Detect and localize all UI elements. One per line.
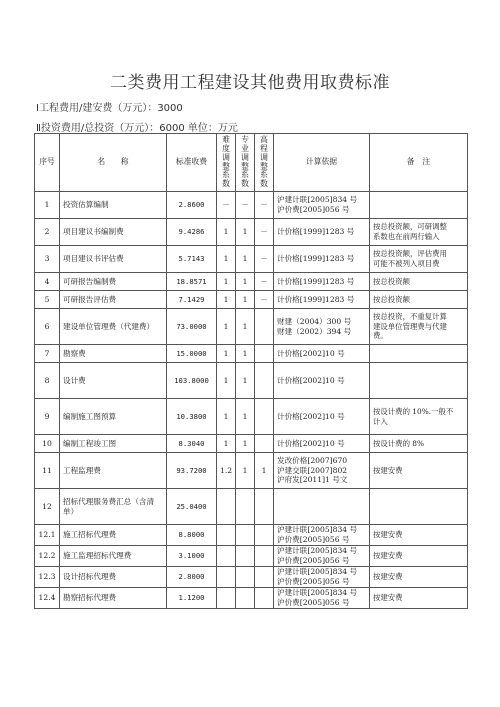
row-seq: 10 [35, 435, 60, 453]
row-seq: 1 [35, 192, 60, 219]
row-basis-line: 计价格[2002]10 号 [277, 348, 345, 358]
table-row [35, 435, 468, 453]
row-difficulty-coef: 1 [217, 399, 236, 435]
row-basis [274, 546, 370, 567]
row-remarks [370, 345, 468, 363]
row-specialty-coef: 1 [236, 453, 255, 489]
header-basis: 计算依据 [274, 134, 370, 192]
header-difficulty-char: 难 [222, 134, 230, 144]
row-name: 勘察费 [60, 345, 167, 363]
row-name: 项目建议书编制费 [60, 219, 167, 246]
row-altitude-coef: － [255, 273, 274, 291]
row-fee: 7.1429 [167, 291, 217, 309]
header-difficulty-char: 整 [222, 161, 230, 171]
row-seq: 12.1 [35, 525, 60, 546]
row-specialty-coef: 1 [236, 291, 255, 309]
row-seq: 9 [35, 399, 60, 435]
row-name: 工程监理费 [60, 453, 167, 489]
header-specialty-char: 专 [241, 134, 249, 144]
header-altitude-char: 数 [260, 179, 268, 189]
row-difficulty-coef: 1.2 [217, 453, 236, 489]
header-specialty-char: 系 [241, 170, 249, 180]
row-specialty-coef: 1 [236, 219, 255, 246]
row-remarks-line: 按建安费 [373, 572, 403, 582]
row-basis [274, 219, 370, 246]
table-row [35, 453, 468, 489]
row-fee: 18.8571 [167, 273, 217, 291]
row-remarks-line: 费。 [373, 331, 388, 341]
row-remarks [370, 546, 468, 567]
header-difficulty-char: 度 [222, 143, 230, 153]
table-row [35, 489, 468, 525]
row-remarks [370, 273, 468, 291]
row-remarks [370, 489, 468, 525]
row-basis-line: 沪价费[2005]056 号 [277, 205, 350, 214]
row-specialty-coef: 1 [236, 309, 255, 345]
row-basis-line: 沪价费[2005]056 号 [277, 598, 350, 607]
row-basis-line: 沪建计联[2005]834 号 [277, 525, 358, 535]
row-difficulty-coef: 1 [217, 345, 236, 363]
row-seq: 11 [35, 453, 60, 489]
page-title: 二类费用工程建设其他费用取费标准 [110, 73, 390, 93]
row-specialty-coef: 1 [236, 399, 255, 435]
row-basis-line: 沪建计联[2005]834 号 [277, 546, 358, 556]
row-remarks-line: 按总投资额，可研调整 [373, 222, 447, 232]
row-basis-line: 沪建计联[2005]834 号 [277, 567, 358, 577]
table-row [35, 309, 468, 345]
row-specialty-coef: 1 [236, 345, 255, 363]
row-basis-line: 计价格[2002]10 号 [277, 411, 345, 421]
row-difficulty-coef: 1 [217, 273, 236, 291]
row-altitude-coef [255, 363, 274, 399]
row-name: 设计招标代理费 [60, 567, 167, 588]
row-seq: 4 [35, 273, 60, 291]
header-altitude [255, 134, 274, 192]
row-remarks-line: 按总投资，不重复计算 [373, 312, 447, 322]
row-name: 编制工程竣工图 [60, 435, 167, 453]
row-basis [274, 273, 370, 291]
row-altitude-coef [255, 309, 274, 345]
row-difficulty-coef [217, 489, 236, 525]
row-basis [274, 192, 370, 219]
table-row [35, 345, 468, 363]
row-remarks-line: 按总投资额，评估费用 [373, 249, 447, 259]
row-name: 可研报告编制费 [60, 273, 167, 291]
row-fee: 5.7143 [167, 246, 217, 273]
row-difficulty-coef: 1 [217, 363, 236, 399]
row-basis [274, 435, 370, 453]
row-remarks-line: 按设计费的 10%.一般不 [373, 406, 454, 416]
row-seq: 2 [35, 219, 60, 246]
header-specialty-char: 整 [241, 161, 249, 171]
row-specialty-coef: － [236, 192, 255, 219]
row-basis-line: 沪价费[2005]056 号 [277, 556, 350, 565]
row-basis [274, 345, 370, 363]
row-basis [274, 291, 370, 309]
row-difficulty-coef: 1 [217, 246, 236, 273]
total-investment-line: Ⅱ投资费用/总投资（万元）：6000 单位：万元 [36, 123, 238, 134]
row-specialty-coef: 1 [236, 435, 255, 453]
row-remarks [370, 246, 468, 273]
row-specialty-coef [236, 567, 255, 588]
header-altitude-char: 程 [260, 143, 268, 153]
row-fee: 2.8000 [167, 567, 217, 588]
row-remarks-line: 按建安费 [373, 530, 403, 540]
row-basis [274, 399, 370, 435]
row-specialty-coef: 1 [236, 246, 255, 273]
row-basis-line: 沪建交联[2007]802 [277, 465, 348, 475]
header-difficulty [217, 134, 236, 192]
row-altitude-coef [255, 567, 274, 588]
row-difficulty-coef: 1 [217, 435, 236, 453]
header-remarks: 备 注 [370, 134, 468, 192]
header-fee: 标准收费 [167, 134, 217, 192]
row-altitude-coef [255, 489, 274, 525]
row-remarks-line: 计入 [373, 416, 388, 426]
row-remarks [370, 291, 468, 309]
row-fee: 2.8600 [167, 192, 217, 219]
row-fee: 93.7200 [167, 453, 217, 489]
row-altitude-coef: － [255, 291, 274, 309]
row-difficulty-coef: 1 [217, 309, 236, 345]
header-altitude-char: 调 [260, 152, 268, 162]
row-remarks-line: 可能不被列入项目费 [373, 259, 440, 268]
table-row [35, 399, 468, 435]
row-altitude-coef [255, 588, 274, 609]
row-fee: 3.1000 [167, 546, 217, 567]
row-basis-line: 计价格[1999]1283 号 [277, 254, 355, 264]
row-remarks-line: 按建安费 [373, 551, 403, 561]
header-name: 名 称 [60, 134, 167, 192]
row-altitude-coef [255, 525, 274, 546]
row-basis-line: 计价格[1999]1283 号 [277, 227, 355, 237]
row-basis [274, 363, 370, 399]
row-altitude-coef: － [255, 192, 274, 219]
row-fee: 10.3800 [167, 399, 217, 435]
header-specialty-char: 业 [241, 143, 249, 153]
row-remarks-line: 按建安费 [373, 593, 403, 603]
row-altitude-coef: － [255, 246, 274, 273]
row-fee: 25.0400 [167, 489, 217, 525]
fee-standard-table [34, 133, 468, 609]
row-remarks [370, 525, 468, 546]
header-difficulty-char: 数 [222, 179, 230, 189]
row-basis-line: 沪建计联[2005]834 号 [277, 588, 358, 598]
row-fee: 8.8000 [167, 525, 217, 546]
row-remarks-line: 按建安费 [373, 465, 403, 475]
row-seq: 6 [35, 309, 60, 345]
row-altitude-coef: － [255, 219, 274, 246]
row-name: 勘察招标代理费 [60, 588, 167, 609]
row-remarks [370, 363, 468, 399]
row-remarks [370, 588, 468, 609]
row-difficulty-coef: 1 [217, 219, 236, 246]
header-seq: 序号 [35, 134, 60, 192]
row-basis-line: 沪府发[2011]1 号文 [277, 475, 348, 485]
row-basis [274, 489, 370, 525]
row-name: 可研报告评估费 [60, 291, 167, 309]
row-basis [274, 567, 370, 588]
row-seq: 8 [35, 363, 60, 399]
row-specialty-coef [236, 588, 255, 609]
row-seq: 12.4 [35, 588, 60, 609]
row-basis-line: 沪价费[2005]056 号 [277, 535, 350, 544]
row-name: 招标代理服务费汇总（含清单） [60, 489, 167, 525]
row-fee: 103.8000 [167, 363, 217, 399]
row-fee: 1.1200 [167, 588, 217, 609]
row-remarks-line: 系数也在前两行输入 [373, 232, 440, 241]
row-name: 设计费 [60, 363, 167, 399]
header-specialty [236, 134, 255, 192]
table-row [35, 588, 468, 609]
row-name: 施工监理招标代理费 [60, 546, 167, 567]
row-specialty-coef: 1 [236, 363, 255, 399]
row-basis [274, 588, 370, 609]
row-altitude-coef [255, 399, 274, 435]
row-remarks [370, 567, 468, 588]
row-basis [274, 453, 370, 489]
row-basis-line: 沪价费[2005]056 号 [277, 577, 350, 586]
table-row [35, 363, 468, 399]
table-row [35, 546, 468, 567]
table-row [35, 525, 468, 546]
header-altitude-char: 整 [260, 161, 268, 171]
row-specialty-coef [236, 546, 255, 567]
row-remarks [370, 309, 468, 345]
table-row [35, 291, 468, 309]
row-name: 建设单位管理费（代建费） [60, 309, 167, 345]
table-body [35, 192, 468, 609]
row-difficulty-coef [217, 588, 236, 609]
table-header-row [35, 134, 468, 192]
row-basis-line: 沪建计联[2005]834 号 [277, 195, 358, 205]
row-remarks [370, 192, 468, 219]
row-difficulty-coef: 1 [217, 291, 236, 309]
row-basis-line: 计价格[1999]1283 号 [277, 294, 355, 304]
row-difficulty-coef: － [217, 192, 236, 219]
row-remarks-line: 按总投资额 [373, 276, 410, 286]
table-row [35, 219, 468, 246]
row-fee: 73.0000 [167, 309, 217, 345]
construction-cost-line: Ⅰ工程费用/建安费（万元）：3000 [36, 103, 183, 114]
row-name: 投资估算编制 [60, 192, 167, 219]
row-altitude-coef [255, 435, 274, 453]
row-basis [274, 309, 370, 345]
row-seq: 7 [35, 345, 60, 363]
row-basis-line: 财建（2002）394 号 [277, 326, 352, 336]
row-remarks-line: 按设计费的 8% [373, 438, 425, 448]
row-seq: 12.2 [35, 546, 60, 567]
row-name: 项目建议书评估费 [60, 246, 167, 273]
row-difficulty-coef [217, 525, 236, 546]
row-difficulty-coef [217, 546, 236, 567]
row-remarks [370, 435, 468, 453]
row-seq: 5 [35, 291, 60, 309]
row-remarks-line: 按总投资额 [373, 294, 410, 304]
header-specialty-char: 数 [241, 179, 249, 189]
table-row [35, 273, 468, 291]
table-row [35, 192, 468, 219]
row-remarks-line: 建设单位管理费与代建 [373, 321, 447, 331]
row-remarks [370, 219, 468, 246]
row-specialty-coef [236, 525, 255, 546]
row-basis-line: 计价格[2002]10 号 [277, 375, 345, 385]
row-altitude-coef [255, 546, 274, 567]
table-row [35, 246, 468, 273]
row-basis-line: 财建（2004）300 号 [277, 316, 352, 326]
row-basis-line: 发改价格[2007]670 [277, 455, 348, 465]
row-seq: 3 [35, 246, 60, 273]
row-name: 编制施工图预算 [60, 399, 167, 435]
row-basis [274, 525, 370, 546]
row-basis-line: 计价格[2002]10 号 [277, 438, 345, 448]
row-basis-line: 计价格[1999]1283 号 [277, 276, 355, 286]
row-remarks [370, 399, 468, 435]
row-seq: 12.3 [35, 567, 60, 588]
row-fee: 8.3040 [167, 435, 217, 453]
header-altitude-char: 高 [260, 134, 268, 144]
row-specialty-coef: 1 [236, 273, 255, 291]
header-difficulty-char: 调 [222, 152, 230, 162]
header-difficulty-char: 系 [222, 170, 230, 180]
row-remarks [370, 453, 468, 489]
table-row [35, 567, 468, 588]
row-altitude-coef [255, 345, 274, 363]
row-difficulty-coef [217, 567, 236, 588]
header-specialty-char: 调 [241, 152, 249, 162]
row-fee: 15.0000 [167, 345, 217, 363]
header-altitude-char: 系 [260, 170, 268, 180]
row-fee: 9.4286 [167, 219, 217, 246]
row-name: 施工招标代理费 [60, 525, 167, 546]
row-specialty-coef [236, 489, 255, 525]
row-altitude-coef: 1 [255, 453, 274, 489]
row-seq: 12 [35, 489, 60, 525]
row-basis [274, 246, 370, 273]
